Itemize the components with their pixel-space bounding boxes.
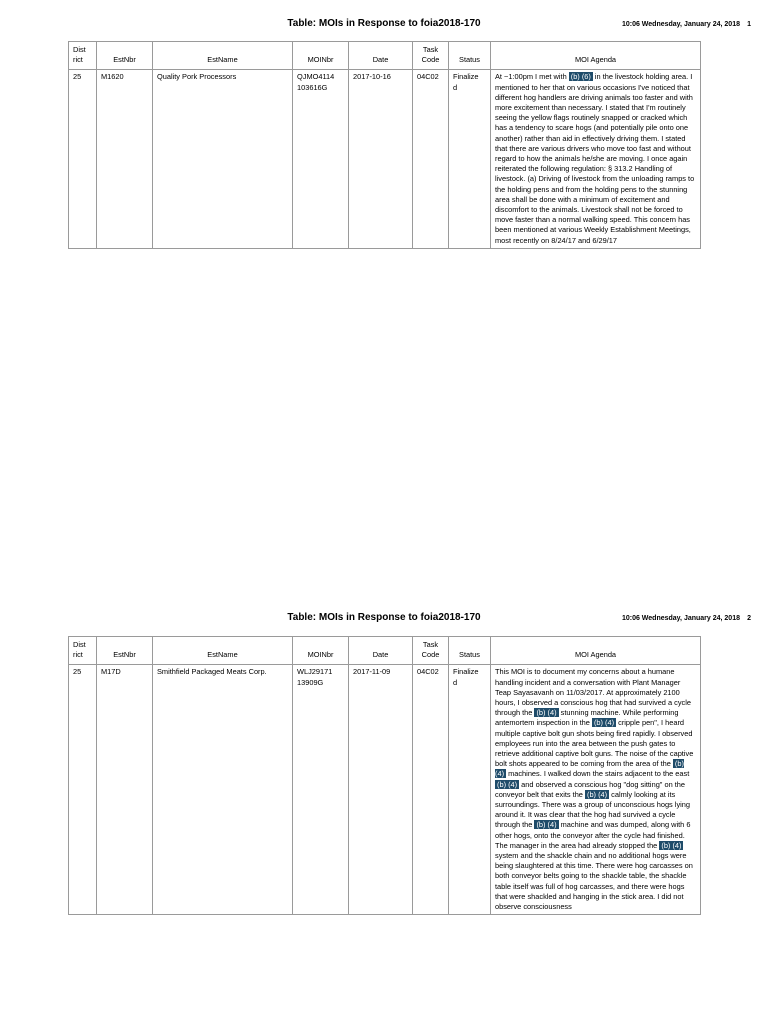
- cell-moi-agenda: [491, 70, 701, 248]
- col-date: Date: [349, 637, 413, 665]
- cell-date: 2017-10-16: [349, 70, 413, 248]
- table-header-row: [69, 42, 701, 70]
- agenda-text: in the livestock holding area. I mentioned to her that on various occasions I've noticed that different hog handlers are driving animals too faster and with more excitement than necessary. I stated that I'm routinely seeing the yellow flags routinely snapped or cracked which has a tendency to scare hogs (and potentially pile onto one another) rather than aid in effectively driving them. I stated that there are various drivers who move too fast and without regard to how the animals he/she are moving. I once again reiterated the following regulation: § 313.2 Handling of livestock. (a) Driving of livestock from the unloading ramps to the holding pens and from the holding pens to the stunning area shall be done with a minimum of excitement and discomfort to the animals. Livestock shall not be forced to move faster than a normal walking speed. This concern has been mentioned at various Weekly Establishment Meetings, most recently on 8/24/17 and 6/29/17: [495, 72, 695, 245]
- agenda-text: At ~1:00pm I met with: [495, 72, 569, 82]
- redaction-marker: (b) (4): [661, 840, 682, 850]
- col-moi-agenda: MOI Agenda: [491, 42, 701, 70]
- cell-district: 25: [69, 665, 97, 915]
- agenda-text: stunning machine. While performing antemortem inspection in the: [495, 708, 679, 728]
- cell-moinbr: QJMO4114 103616G: [293, 70, 349, 248]
- cell-moi-agenda: [491, 665, 701, 915]
- col-estname: EstName: [153, 42, 293, 70]
- col-estname: EstName: [153, 637, 293, 665]
- col-district: Dist rict: [69, 42, 97, 70]
- moi-table: [68, 636, 701, 915]
- col-status: Status: [449, 42, 491, 70]
- cell-estname: Quality Pork Processors: [153, 70, 293, 248]
- col-estnbr: EstNbr: [97, 42, 153, 70]
- col-moinbr: MOINbr: [293, 42, 349, 70]
- agenda-text: system and the shackle chain and no additional hogs were being slaughtered at this time. There were hog carcasses on both conveyor belts going to the shackle table, the shackle table itself was full of hog carcasses, and there were hogs that were shackled and hanging in the stick area. I did not observe consciousness: [495, 851, 693, 912]
- col-moi-agenda: MOI Agenda: [491, 637, 701, 665]
- table-row: [69, 70, 701, 248]
- report-timestamp: 10:06 Wednesday, January 24, 2018: [621, 21, 740, 28]
- cell-estname: Smithfield Packaged Meats Corp.: [153, 665, 293, 915]
- agenda-text: This MOI is to document my concerns about a humane handling incident and a conversation with Plant Manager Teap Sayasavanh on 11/03/2017. At approximately 2100 hours, I observed a conscious hog that had survived a cycle through the: [495, 667, 691, 718]
- agenda-text: calmly looking at its surroundings. There was a group of unconscious hogs lying around it. It was clear that the hog had survived a cycle through the: [495, 789, 691, 830]
- redaction-marker: (b) (4): [497, 779, 518, 789]
- agenda-text: machine and was dumped, along with 6 other hogs, onto the conveyor after the cycle had finished. The manager in the area had already stopped the: [495, 820, 691, 850]
- page-title: Table: MOIs in Response to foia2018-170: [287, 18, 481, 29]
- agenda-text: cripple pen", I heard multiple captive bolt gun shots being fired rapidly. I observed employees run into the area between the push gates to retrieve additional captive bolt guns. The noise of the captive bolt shots appeared to be coming from the area of the: [495, 718, 694, 769]
- col-task-code: Task Code: [413, 42, 449, 70]
- redaction-marker: (b) (4): [536, 708, 557, 718]
- agenda-text: and observed a conscious hog "dog sitting" on the conveyor belt that exits the: [495, 779, 686, 799]
- cell-estnbr: M17D: [97, 665, 153, 915]
- cell-status: Finalize d: [449, 70, 491, 248]
- cell-moinbr: WLJ29171 13909G: [293, 665, 349, 915]
- col-status: Status: [449, 637, 491, 665]
- cell-estnbr: M1620: [97, 70, 153, 248]
- cell-status: Finalize d: [449, 665, 491, 915]
- cell-task-code: 04C02: [413, 70, 449, 248]
- table-row: [69, 665, 701, 915]
- redaction-marker: (b) (4): [495, 759, 684, 779]
- page-number: 1: [747, 21, 751, 28]
- col-date: Date: [349, 42, 413, 70]
- col-moinbr: MOINbr: [293, 637, 349, 665]
- report-timestamp: 10:06 Wednesday, January 24, 2018: [621, 615, 740, 622]
- redaction-marker: (b) (4): [593, 718, 615, 728]
- redaction-marker: (b) (6): [570, 72, 591, 82]
- agenda-text: machines. I walked down the stairs adjacent to the east: [506, 769, 690, 779]
- col-task-code: Task Code: [413, 637, 449, 665]
- col-estnbr: EstNbr: [97, 637, 153, 665]
- page-number: 2: [747, 615, 751, 622]
- moi-table: [68, 41, 701, 249]
- col-district: Dist rict: [69, 637, 97, 665]
- cell-district: 25: [69, 70, 97, 248]
- redaction-marker: (b) (4): [536, 820, 557, 830]
- page-title: Table: MOIs in Response to foia2018-170: [287, 612, 481, 623]
- redaction-marker: (b) (4): [586, 789, 608, 799]
- table-header-row: [69, 637, 701, 665]
- cell-task-code: 04C02: [413, 665, 449, 915]
- cell-date: 2017-11-09: [349, 665, 413, 915]
